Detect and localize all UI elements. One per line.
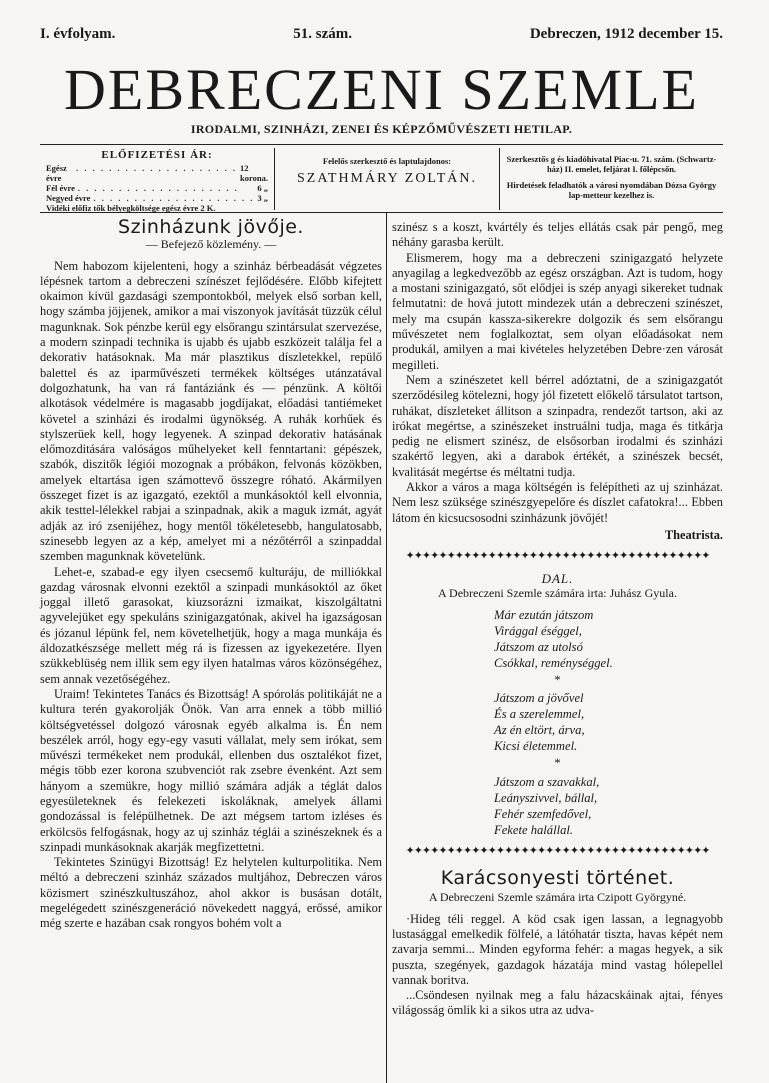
stanza-separator: * [554, 756, 561, 771]
poem-line: És a szerelemmel, [494, 707, 585, 722]
header-divider [40, 144, 723, 145]
editor-label: Felelős szerkesztő és laptulajdonos: [322, 156, 452, 166]
price-value: 3 „ [257, 193, 268, 203]
article-paragraph: Tekintetes Szinügyi Bizottság! Ez helytelen kulturpolitika. Nem méltó a debreczeni szinház százados multjához, Debreczen város közismert szinészkultuszához, ahol akkor is busásan dotált, megelégedett szinészgeneráció növekedett naggyá, erőssé, amikor még szerte e hazában csak rongyos bohém volt a [40, 855, 382, 931]
info-divider [40, 212, 723, 213]
subscription-box [40, 148, 275, 213]
poem-byline: A Debreczeni Szemle számára irta: Juhász Gyula. [438, 585, 677, 600]
article-paragraph: Nem a szinészetet kell bérrel adóztatni, de a szinigazgatót szerződésileg kötelezni, hogy jól fizetett előkelő társulatot tartson, ruhákat, díszleteket állitson a szinpadra, rendezőt tartson, aki az irókat megértse, a szinészeket instruálni tudja, maga és titkárja pedig ne elismert szinész, de elsősorban irodalmi és szinházi szakértő legyen, aki a darabok értékét, a szinészek becsét, kvalitását megértse és méltatni tudja. [392, 372, 723, 479]
dot-leader: . . . . . . . . . . . . . . . . . . . . [77, 183, 239, 193]
article-continuation: — Befejező közlemény. — [145, 237, 277, 252]
office-address: Szerkesztős g és kiadóhivatal Piac-u. 71. szám. (Schwartz-ház) II. emelet, feljárat I. főlépcsőn. [506, 154, 717, 174]
poem-line: Játszom a szavakkal, [494, 774, 600, 789]
ornament-divider: ✦✦✦✦✦✦✦✦✦✦✦✦✦✦✦✦✦✦✦✦✦✦✦✦✦✦✦✦✦✦✦✦✦✦✦✦✦ [405, 844, 710, 857]
poem-stanza [494, 690, 723, 754]
dot-leader: . . . . . . . . . . . . . . . . . . . . [93, 193, 255, 203]
price-label: Fél évre [46, 183, 75, 193]
price-row [46, 183, 268, 193]
issue-number: 51. szám. [293, 26, 352, 42]
subscription-note: Vidéki előfiz tők bélyegköltsége egész évre 2 K. [46, 203, 216, 213]
article-paragraph: Uraim! Tekintetes Tanács és Bizottság! A spórolás politikáját ne a kultura terén gyakorolják Önök. Van arra ennek a több millió költségvetéssel dolgozó városnak egyéb alkalma is. Én nem beszélek arról, hogy egy-egy vasuti vállalat, mely sem irókat, sem művészi termékeket nem produkál, ellenben dus osztalékot fizet, mégis több ezer korona szubvenciót rak zsebre évenként. Azt sem hányom a szemükre, hogy millió számára adják a téglát dalos egyesületeknek és felekezeti iskoláknak, amelyek állami gondozással is felépülhetnek. De azt mégsem tartom izléses és erkölcsös felfogásnak, hogy az uj szinház téglái a szinészeknek és a szinpadi munkásoknak akarják megfizettetni. [40, 686, 382, 854]
poem-line: Játszom a jövővel [494, 691, 584, 706]
article-paragraph: szinész s a koszt, kvártély és teljes ellátás csak pár pengő, meg néhány garasba került. [392, 220, 723, 250]
price-value: 12 korona. [240, 163, 268, 183]
stanza-separator: * [554, 673, 561, 688]
poem-stanza [494, 607, 723, 671]
article-paragraph: ·Hideg téli reggel. A köd csak igen lassan, a legnagyobb lustasággal emelkedik fölfelé, a látóhatár tiszta, havas képét nem zavarja semmi... Minden egyforma fehér: a magas hegyek, a sik puszta, szegények, gazdagok házatája mind vastag hólepellel vannak boritva. [392, 911, 723, 987]
poem-line: Virággal éséggel, [494, 624, 582, 639]
office-ads: Hirdetések feladhatók a városi nyomdában Dózsa György lap-metteur kezelhez is. [506, 180, 717, 200]
article-paragraph: Nem habozom kijelenteni, hogy a szinház bérbeadását végzetes lépésnek tartom a debreczeni színészet fejlődésére. Előbb kifejtett okaimon kivül gazdasági szempontokból, melyek első sorban kell, hogy számba jöjjenek, amikor a mai viszonyok javítását tüzzük célul magunknak. Sok pénzbe kerül egy elsőrangu szintársulat szervezése, a modern szinpadi technika is ujabb és ujabb eszközeit találja fel a dekorativ hatásoknak. Ma már plasztikus díszletekkel, repülő balettel és az iparművészeti termékek költséges utánzatával dolgozhatunk, ha van rá fantáziánk és — pénzünk. A költői alkotások védelmére is magasabb jogdíjakat, előadási tantiémeket követel a szinházi és irodalmi ügynökség. A ruhák korhűek és stylszerüek kell, hogy legyenek. A szinpad dekorativ hatásának előmozditására valóságos műhelyeket kell fenntartani: gépészek, szabók, diszitők légiói mozognak a próbákon, felvonás közökben, amelyek eltartása igen számottevő összegre róható. Akármilyen összeget fizet is az igazgató, ezektől a munkásoktól kell elvonnia, akik testtel-lélekkel rabjai a szinpadnak, akik a maguk izmát, agyát adják az iró zsenijéhez, hogy mentől tökéletesebb, hangulatosabb, szinesebb legyen az a kép, amelyet mi a nézőtérről a szinpaddal szemben magunknak követelünk. [40, 258, 382, 564]
info-box [40, 148, 723, 213]
price-value: 6 „ [257, 183, 268, 193]
dot-leader: . . . . . . . . . . . . . . . . . . . . [76, 163, 238, 173]
masthead-subtitle: IRODALMI, SZINHÁZI, ZENEI ÉS KÉPZŐMŰVÉSZETI HETILAP. [190, 122, 573, 136]
poem-line: Az én eltört, árva, [494, 723, 585, 738]
price-row [46, 193, 268, 203]
editor-box [275, 148, 500, 210]
poem-title: DAL. [541, 570, 574, 586]
poem-line: Csókkal, reménységgel. [494, 656, 613, 671]
article-signature: Theatrista. [664, 527, 723, 542]
price-row [46, 163, 268, 183]
article-paragraph: Akkor a város a maga költségén is felépítheti az uj szinházat. Nem lesz szüksége szinészgyepelőre és díszlet cafatokra!... Ebben látom én kicsucsosodni szinházunk jövőjét! [392, 480, 723, 525]
editor-name: SZATHMÁRY ZOLTÁN. [297, 171, 477, 186]
article-paragraph: ...Csöndesen nyilnak meg a falu házacskáinak ajtai, fényes világosság ömlik ki a sikos utra az udva- [392, 988, 723, 1018]
poem-line: Leányszivvel, bállal, [494, 790, 598, 805]
column-divider [386, 212, 387, 1083]
right-column [392, 220, 723, 1083]
top-line [40, 26, 723, 46]
price-label: Negyed évre [46, 193, 91, 203]
place-date: Debreczen, 1912 december 15. [529, 26, 723, 42]
ornament-divider: ✦✦✦✦✦✦✦✦✦✦✦✦✦✦✦✦✦✦✦✦✦✦✦✦✦✦✦✦✦✦✦✦✦✦✦✦✦ [405, 550, 710, 563]
article-title: Szinházunk jövője. [118, 216, 304, 238]
article-byline: A Debreczeni Szemle számára irta Czipott Györgyné. [428, 890, 687, 905]
volume-label: I. évfolyam. [40, 26, 116, 42]
poem-stanza [494, 774, 723, 838]
masthead-title: DEBRECZENI SZEMLE [64, 57, 699, 122]
price-label: Egész évre [46, 163, 67, 183]
subscription-title: ELŐFIZETÉSI ÁR: [101, 149, 213, 161]
poem-line: Kicsi életemmel. [494, 739, 578, 754]
poem-line: Már ezután játszom [494, 608, 594, 623]
poem-line: Játszom az utolsó [494, 640, 583, 655]
article-paragraph: Lehet-e, szabad-e egy ilyen csecsemő kulturáju, de milliókkal gazdag városnak elvonni ezektől a szinpadi munkásoktól az őket joggal illető garasokat, kiuzsorázni izmaikat, kiszolgáltatni agyvelejüket egy spekuláns szinigazgatónak, akivel ha igazságosan és józanul lépünk fel, nem követelhetjük, hogy a maga munkája és áldozatkészsége mellett még rá is fizessen az igyekezetére. Ilyen szükkeblüség nem illik sem egy ilyen hatalmas város közönségéhez, sem annak vezetőségéhez. [40, 564, 382, 686]
poem-line: Fekete halállal. [494, 822, 574, 837]
article-paragraph: Elismerem, hogy ma a debreczeni szinigazgató helyzete anyagilag a legkedvezőbb az egész országban. Azt is tudom, hogy a mostani szinigazgató, sőt elődjei is szép anyagi sikereket tudnak felmutatni: de hová jutott mindezek után a debreczeni szinészet, mely ma csupán kassza-sikerekre dolgozik és sem elsőrangu művészetet nem foglalkoztat, sem olyan előadásokat nem produkál, amilyen a mai kivételes helyzetében Debre·zen városát megilleti. [392, 250, 723, 372]
poem-line: Fehér szemfedővel, [494, 806, 592, 821]
office-box [500, 148, 723, 210]
article-title: Karácsonyesti történet. [440, 867, 675, 890]
left-column [40, 216, 382, 1083]
